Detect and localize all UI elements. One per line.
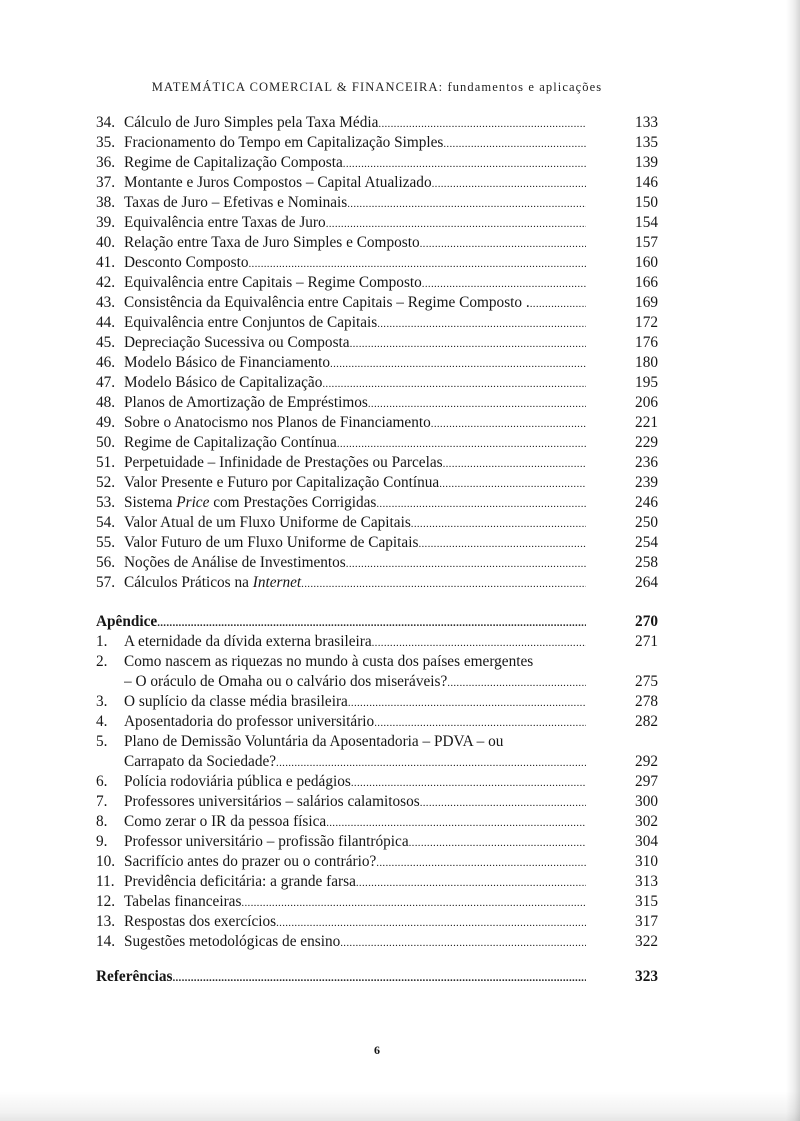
entry-title: Polícia rodoviária pública e pedágios — [124, 773, 351, 790]
entry-title: Carrapato da Sociedade? — [124, 753, 277, 770]
dot-leader — [322, 374, 586, 394]
toc-entry[interactable] — [96, 632, 658, 652]
page-number: 221 — [635, 414, 658, 431]
page-number: 254 — [635, 534, 658, 551]
dot-leader — [347, 194, 586, 214]
page-number: 206 — [635, 394, 658, 411]
entry-number: 55. — [96, 534, 116, 551]
dot-leader — [432, 174, 586, 194]
toc-entry[interactable] — [96, 772, 658, 792]
page-number: 313 — [635, 873, 658, 890]
entry-title: Depreciação Sucessiva ou Composta — [124, 334, 350, 351]
references-heading: Referências — [96, 968, 173, 985]
toc-entry[interactable] — [96, 892, 658, 912]
toc-entry[interactable] — [96, 473, 658, 493]
toc-entry[interactable] — [96, 812, 658, 832]
toc-entry[interactable] — [96, 832, 658, 852]
page-number: 160 — [635, 254, 658, 271]
entry-title: Tabelas financeiras — [124, 893, 242, 910]
entry-title — [124, 573, 301, 593]
dot-leader — [530, 294, 586, 314]
entry-title: Modelo Básico de Financiamento — [124, 354, 331, 371]
entry-title: O suplício da classe média brasileira — [124, 693, 348, 710]
dot-leader — [172, 968, 586, 988]
dot-leader — [422, 274, 586, 294]
entry-title-lead — [124, 113, 586, 134]
toc-entry-appendix[interactable] — [96, 612, 658, 632]
entry-number: 13. — [96, 913, 116, 930]
entry-number: 46. — [96, 354, 116, 371]
entry-title-lead — [124, 293, 586, 314]
page-number: 133 — [635, 114, 658, 131]
entry-title: Sugestões metodológicas de ensino — [124, 933, 341, 950]
toc-entry[interactable] — [96, 553, 658, 573]
entry-title-lead — [124, 752, 586, 773]
toc-entry[interactable] — [96, 493, 658, 513]
dot-leader — [241, 893, 586, 913]
page-folio: 6 — [374, 1043, 380, 1057]
entry-number: 56. — [96, 554, 116, 571]
entry-title: Cálculo de Juro Simples pela Taxa Média — [124, 114, 379, 131]
entry-title: Noções de Análise de Investimentos — [124, 554, 346, 571]
page-number: 302 — [635, 813, 658, 830]
entry-title-lead — [124, 852, 586, 873]
entry-title: Valor Futuro de um Fluxo Uniforme de Capitais — [124, 534, 419, 551]
entry-title: Professores universitários – salários calamitosos — [124, 793, 420, 810]
entry-title-lead — [124, 393, 586, 414]
entry-number: 37. — [96, 174, 116, 191]
entry-title: Regime de Capitalização Contínua — [124, 434, 337, 451]
toc-entry[interactable] — [96, 433, 658, 453]
entry-title-lead — [124, 133, 586, 154]
entry-number: 9. — [96, 833, 108, 850]
running-header-title: MATEMÁTICA COMERCIAL & FINANCEIRA: — [151, 80, 444, 94]
entry-title-lead — [124, 732, 658, 752]
page-number: 176 — [635, 334, 658, 351]
entry-title: Como nascem as riquezas no mundo à custa dos países emergentes — [124, 653, 534, 670]
page-number: 135 — [635, 134, 658, 151]
entry-title: Plano de Demissão Voluntária da Aposentadoria – PDVA – ou — [124, 733, 504, 750]
page-number: 317 — [635, 913, 658, 930]
entry-number: 4. — [96, 713, 108, 730]
dot-leader — [340, 933, 586, 953]
dot-leader — [276, 913, 586, 933]
dot-leader — [376, 494, 586, 514]
appendix-list — [96, 632, 658, 952]
toc-entry[interactable] — [96, 692, 658, 712]
running-header — [96, 80, 658, 95]
entry-number: 57. — [96, 574, 116, 591]
entry-title: Valor Presente e Futuro por Capitalização Contínua — [124, 474, 440, 491]
toc-entry[interactable] — [96, 373, 658, 393]
entry-title: Professor universitário – profissão filantrópica — [124, 833, 409, 850]
entry-number: 50. — [96, 434, 116, 451]
dot-leader — [439, 474, 586, 494]
dot-leader — [348, 693, 586, 713]
entry-title-part: Cálculos Práticos na — [124, 574, 253, 591]
entry-title-lead — [124, 273, 586, 294]
dot-leader — [276, 753, 586, 773]
entry-title-lead — [124, 712, 586, 733]
page-number: 322 — [635, 933, 658, 950]
entry-title: Sobre o Anatocismo nos Planos de Financiamento — [124, 414, 431, 431]
toc-entry[interactable] — [96, 393, 658, 413]
entry-number: 5. — [96, 733, 108, 750]
entry-title-lead — [124, 473, 586, 494]
dot-leader — [356, 873, 586, 893]
toc-entry[interactable] — [96, 732, 658, 752]
dot-leader — [350, 334, 586, 354]
page-number: 271 — [635, 633, 658, 650]
page-number: 169 — [635, 294, 658, 311]
entry-title: Previdência deficitária: a grande farsa — [124, 873, 356, 890]
dot-leader — [378, 114, 586, 134]
entry-title-lead — [124, 373, 586, 394]
entry-title-lead — [124, 912, 586, 933]
dot-leader — [326, 813, 586, 833]
toc-entry[interactable] — [96, 333, 658, 353]
dot-leader — [377, 314, 586, 334]
appendix-heading: Apêndice — [96, 613, 158, 630]
entry-number: 44. — [96, 314, 116, 331]
dot-leader — [368, 394, 586, 414]
entry-title-lead — [124, 533, 586, 554]
table-of-contents — [96, 113, 658, 987]
entry-title-lead — [124, 313, 586, 334]
section-gap — [96, 593, 658, 612]
entry-title: Equivalência entre Taxas de Juro — [124, 214, 326, 231]
page-edge-shadow — [786, 0, 800, 1121]
toc-entry-references[interactable] — [96, 967, 658, 987]
dot-leader — [346, 554, 586, 574]
entry-number: 11. — [96, 873, 115, 890]
toc-entry[interactable] — [96, 133, 658, 153]
page-number: 180 — [635, 354, 658, 371]
dot-leader — [409, 833, 586, 853]
entry-title-lead — [124, 652, 658, 672]
entry-title: Planos de Amortização de Empréstimos — [124, 394, 368, 411]
page-number: 154 — [635, 214, 658, 231]
dot-leader — [326, 214, 586, 234]
entry-number: 54. — [96, 514, 116, 531]
page-number: 229 — [635, 434, 658, 451]
toc-entry[interactable] — [96, 533, 658, 553]
page-number: 300 — [635, 793, 658, 810]
entry-title: Sacrifício antes do prazer ou o contrário? — [124, 853, 377, 870]
toc-entry[interactable] — [96, 852, 658, 872]
entry-number: 10. — [96, 853, 116, 870]
entry-number: 47. — [96, 374, 116, 391]
toc-entry[interactable] — [96, 932, 658, 952]
dot-leader — [411, 514, 586, 534]
entry-title-lead — [124, 193, 586, 214]
dot-leader — [337, 434, 586, 454]
entry-number: 53. — [96, 494, 116, 511]
dot-leader — [301, 574, 586, 594]
entry-title-lead — [124, 493, 586, 514]
toc-entry[interactable] — [96, 453, 658, 473]
page-number: 323 — [635, 968, 658, 985]
entry-number: 1. — [96, 633, 108, 650]
toc-entry[interactable] — [96, 573, 658, 593]
toc-entry[interactable] — [96, 712, 658, 732]
entry-title-italic: Internet — [252, 574, 302, 591]
entry-title: Aposentadoria do professor universitário — [124, 713, 375, 730]
toc-entry[interactable] — [96, 792, 658, 812]
dot-leader — [420, 793, 586, 813]
toc-entry[interactable] — [96, 293, 658, 313]
entry-title: Perpetuidade – Infinidade de Prestações ou Parcelas — [124, 454, 443, 471]
page-number: 270 — [635, 613, 658, 630]
toc-entry[interactable] — [96, 513, 658, 533]
page-number: 236 — [635, 454, 658, 471]
page-number: 315 — [635, 893, 658, 910]
entry-title-lead — [124, 792, 586, 813]
toc-entry[interactable] — [96, 213, 658, 233]
toc-entry-continuation[interactable] — [96, 672, 658, 692]
entry-title-lead — [124, 932, 586, 953]
entry-title: Consistência da Equivalência entre Capitais – Regime Composto . — [124, 294, 530, 311]
entry-number: 45. — [96, 334, 116, 351]
dot-leader — [351, 773, 586, 793]
entry-number: 43. — [96, 294, 116, 311]
page-number: 239 — [635, 474, 658, 491]
entry-title: Valor Atual de um Fluxo Uniforme de Capitais — [124, 514, 411, 531]
page-number: 250 — [635, 514, 658, 531]
entry-title-lead — [124, 153, 586, 174]
entry-title: A eternidade da dívida externa brasileira — [124, 633, 372, 650]
entry-title-lead — [124, 772, 586, 793]
entry-title-part: com Prestações Corrigidas — [209, 494, 377, 511]
toc-entry-continuation[interactable] — [96, 752, 658, 772]
entry-number: 7. — [96, 793, 108, 810]
entry-number: 41. — [96, 254, 116, 271]
page-number: 275 — [635, 673, 658, 690]
dot-leader — [157, 613, 586, 633]
page-number: 146 — [635, 174, 658, 191]
entry-title-lead — [124, 553, 586, 574]
entry-title-lead — [124, 173, 586, 194]
entry-title-lead — [124, 213, 586, 234]
entry-title: Relação entre Taxa de Juro Simples e Composto — [124, 234, 420, 251]
dot-leader — [447, 673, 586, 693]
page-number: 150 — [635, 194, 658, 211]
entry-title-lead — [124, 692, 586, 713]
dot-leader — [249, 254, 587, 274]
entry-number: 34. — [96, 114, 116, 131]
entry-number: 48. — [96, 394, 116, 411]
entry-title-lead — [124, 513, 586, 534]
entry-title: Taxas de Juro – Efetivas e Nominais — [124, 194, 348, 211]
dot-leader — [376, 853, 586, 873]
entry-title-lead — [124, 872, 586, 893]
toc-entry[interactable] — [96, 413, 658, 433]
entry-number: 2. — [96, 653, 108, 670]
entry-title: Regime de Capitalização Composta — [124, 154, 343, 171]
page-number: 292 — [635, 753, 658, 770]
toc-entry[interactable] — [96, 652, 658, 672]
toc-entry[interactable] — [96, 912, 658, 932]
entry-title-lead — [124, 333, 586, 354]
entry-title: Como zerar o IR da pessoa física — [124, 813, 327, 830]
entry-title: Montante e Juros Compostos – Capital Atualizado — [124, 174, 432, 191]
page-number: 278 — [635, 693, 658, 710]
toc-entry[interactable] — [96, 313, 658, 333]
dot-leader — [330, 354, 586, 374]
entry-title: – O oráculo de Omaha ou o calvário dos miseráveis? — [124, 673, 448, 690]
toc-entry[interactable] — [96, 253, 658, 273]
entry-title-part: Sistema — [124, 494, 177, 511]
entry-number: 51. — [96, 454, 116, 471]
dot-leader — [431, 414, 586, 434]
entry-number: 14. — [96, 933, 116, 950]
section-gap — [96, 952, 658, 967]
entry-title-lead — [124, 812, 586, 833]
toc-entry[interactable] — [96, 193, 658, 213]
page-number: 304 — [635, 833, 658, 850]
page-number: 310 — [635, 853, 658, 870]
page-number: 166 — [635, 274, 658, 291]
entry-title-italic: Price — [176, 494, 210, 511]
entry-number: 52. — [96, 474, 116, 491]
entry-title-lead — [124, 253, 586, 274]
page-number: 264 — [635, 574, 658, 591]
entry-title-lead — [124, 632, 586, 653]
page-number: 139 — [635, 154, 658, 171]
entry-title: Fracionamento do Tempo em Capitalização Simples — [124, 134, 444, 151]
toc-entry[interactable] — [96, 872, 658, 892]
entry-title-lead — [124, 832, 586, 853]
toc-entry[interactable] — [96, 233, 658, 253]
entry-title-lead — [124, 672, 586, 693]
toc-entry[interactable] — [96, 113, 658, 133]
toc-entry[interactable] — [96, 273, 658, 293]
entry-number: 6. — [96, 773, 108, 790]
entry-number: 38. — [96, 194, 116, 211]
page-number: 195 — [635, 374, 658, 391]
toc-entry[interactable] — [96, 173, 658, 193]
entry-number: 40. — [96, 234, 116, 251]
entry-number: 8. — [96, 813, 108, 830]
entry-number: 49. — [96, 414, 116, 431]
entry-title-lead — [124, 233, 586, 254]
entry-title-lead — [124, 892, 586, 913]
running-header-subtitle: fundamentos e aplicações — [447, 80, 603, 94]
entry-number: 3. — [96, 693, 108, 710]
dot-leader — [343, 154, 586, 174]
entry-number: 39. — [96, 214, 116, 231]
dot-leader — [372, 633, 586, 653]
entry-title: Equivalência entre Conjuntos de Capitais — [124, 314, 378, 331]
entry-title-lead — [124, 453, 586, 474]
entry-number: 42. — [96, 274, 116, 291]
entry-title: Modelo Básico de Capitalização — [124, 374, 323, 391]
entry-title: Desconto Composto — [124, 254, 249, 271]
entry-title-lead — [124, 573, 586, 594]
page-bottom-shadow — [0, 1091, 800, 1121]
page-number: 157 — [635, 234, 658, 251]
entry-title: Respostas dos exercícios — [124, 913, 277, 930]
page-number: 258 — [635, 554, 658, 571]
entry-title-lead — [124, 353, 586, 374]
entry-number: 35. — [96, 134, 116, 151]
dot-leader — [418, 534, 586, 554]
page-number: 297 — [635, 773, 658, 790]
entry-number: 12. — [96, 893, 116, 910]
toc-entry[interactable] — [96, 153, 658, 173]
dot-leader — [420, 234, 586, 254]
chapter-list — [96, 113, 658, 593]
entry-title-lead — [124, 433, 586, 454]
entry-title-lead — [124, 413, 586, 434]
dot-leader — [443, 454, 586, 474]
entry-title: Equivalência entre Capitais – Regime Composto — [124, 274, 422, 291]
page-number: 246 — [635, 494, 658, 511]
dot-leader — [443, 134, 586, 154]
entry-title — [124, 493, 376, 513]
page-number: 172 — [635, 314, 658, 331]
page-number: 282 — [635, 713, 658, 730]
toc-entry[interactable] — [96, 353, 658, 373]
entry-number: 36. — [96, 154, 116, 171]
dot-leader — [374, 713, 586, 733]
